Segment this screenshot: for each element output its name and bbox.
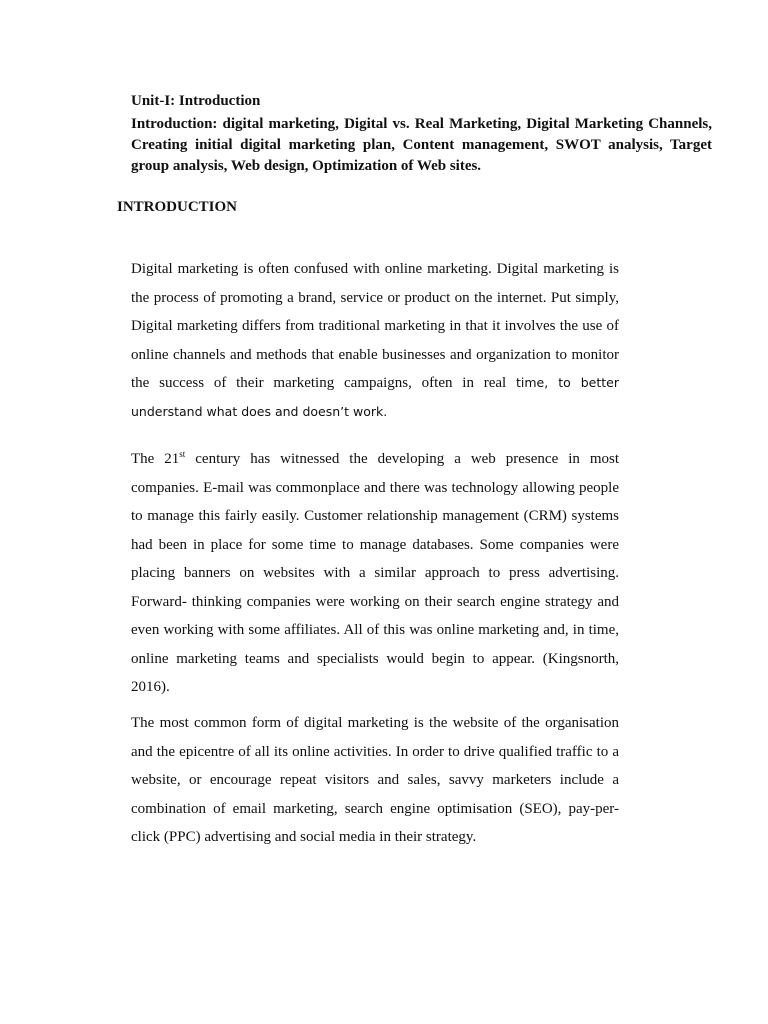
ordinal-superscript: st	[179, 449, 186, 459]
unit-title: Unit-I: Introduction	[131, 93, 261, 109]
paragraph-definition-main: Digital marketing is often confused with online marketing. Digital marketing is the process of promoting a brand, service or product on the internet. Put simply, Digital marketing differs from traditional marketing in that it involves the use of online channels and methods that enable businesses and organization to monitor the success of their marketing campaigns, often in real	[131, 261, 619, 391]
unit-summary: Introduction: digital marketing, Digital vs. Real Marketing, Digital Marketing Channels, Creating initial digital marketing plan, Content management, SWOT analysis, Target group analysis, Web design, Optimization of Web sites.	[131, 116, 712, 174]
paragraph-history-start: The 21	[131, 451, 180, 467]
paragraph-history-rest: century has witnessed the developing a web presence in most companies. E-mail was commonplace and there was technology allowing people to manage this fairly easily. Customer relationship management (CRM) systems had been in place for some time to manage databases. Some companies were placing banners on websites with a similar approach to press advertising. Forward- thinking companies were working on their search engine strategy and even working with some affiliates. All of this was online marketing and, in time, online marketing teams and specialists would begin to appear. (Kingsnorth, 2016).	[131, 451, 620, 695]
paragraph-history	[131, 445, 619, 702]
paragraph-common-form: The most common form of digital marketing is the website of the organisation and the epicentre of all its online activities. In order to drive qualified traffic to a website, or encourage repeat visitors and sales, savvy marketers include a combination of email marketing, search engine optimisation (SEO), pay-per-click (PPC) advertising and social media in their strategy.	[131, 715, 619, 845]
paragraph-definition-tail: time, to better understand what does and doesn’t work.	[131, 375, 620, 419]
paragraph-definition	[131, 255, 619, 426]
section-heading: INTRODUCTION	[117, 199, 238, 215]
